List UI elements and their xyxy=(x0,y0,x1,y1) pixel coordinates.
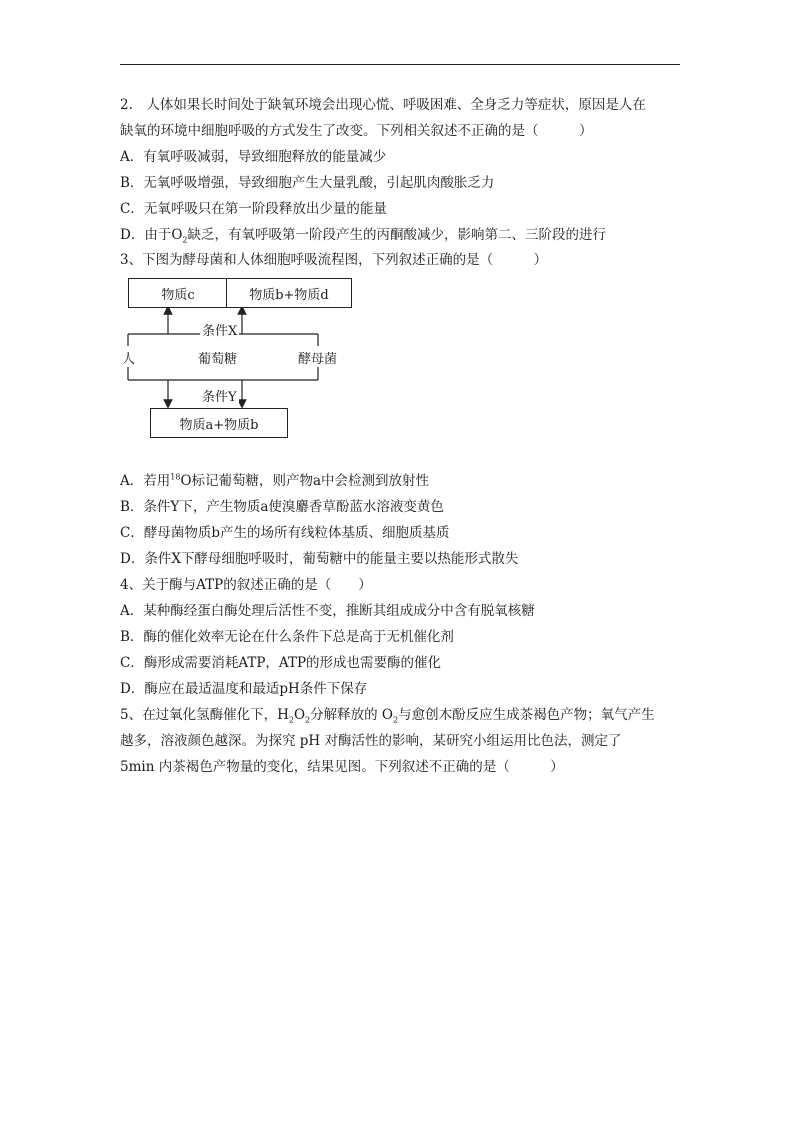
respiration-flow-diagram xyxy=(120,270,440,450)
q2-stem-line1: 2. 人体如果长时间处于缺氧环境会出现心慌、呼吸困难、全身乏力等症状，原因是人在 xyxy=(120,97,646,113)
label-condition-x: 条件X xyxy=(200,320,239,339)
node-yeast: 酵母菌 xyxy=(296,348,339,367)
q4-option-a: A．某种酶经蛋白酶处理后活性不变，推断其组成成分中含有脱氧核糖 xyxy=(120,603,535,619)
q5-stem-line3: 5min 内茶褐色产物量的变化，结果见图。下列叙述不正确的是（ ） xyxy=(120,759,564,775)
box-substance-c: 物质c xyxy=(128,278,228,308)
q2-option-c: C．无氧呼吸只在第一阶段释放出少量的能量 xyxy=(120,201,387,217)
q4-option-d: D．酶应在最适温度和最适pH条件下保存 xyxy=(120,681,368,697)
label-condition-y: 条件Y xyxy=(200,386,239,405)
q4-option-b: B．酶的催化效率无论在什么条件下总是高于无机催化剂 xyxy=(120,629,454,645)
q2-option-b: B．无氧呼吸增强，导致细胞产生大量乳酸，引起肌肉酸胀乏力 xyxy=(120,175,495,191)
q3-option-c: C．酵母菌物质b产生的场所有线粒体基质、细胞质基质 xyxy=(120,525,450,541)
q3-option-a: A．若用$^{18}$O标记葡萄糖，则产物a中会检测到放射性 xyxy=(120,472,430,489)
header-rule xyxy=(120,64,680,65)
q5-stem-line2: 越多，溶液颜色越深。为探究 pH 对酶活性的影响，某研究小组运用比色法，测定了 xyxy=(120,733,622,749)
node-glucose: 葡萄糖 xyxy=(196,348,239,367)
q3-stem: 3、下图为酵母菌和人体细胞呼吸流程图，下列叙述正确的是（ ） xyxy=(120,252,548,268)
q2-option-d: D．由于$O_2$缺乏，有氧呼吸第一阶段产生的丙酮酸减少，影响第二、三阶段的进行 xyxy=(120,227,606,245)
q2-option-a: A．有氧呼吸减弱，导致细胞释放的能量减少 xyxy=(120,149,387,165)
q4-option-c: C．酶形成需要消耗ATP，ATP的形成也需要酶的催化 xyxy=(120,655,442,671)
q4-stem: 4、关于酶与ATP的叙述正确的是（ ） xyxy=(120,577,372,593)
node-human: 人 xyxy=(120,348,137,367)
q3-option-b: B．条件Y下，产生物质a使溴麝香草酚蓝水溶液变黄色 xyxy=(120,499,444,515)
q3-option-d: D．条件X下酵母细胞呼吸时，葡萄糖中的能量主要以热能形式散失 xyxy=(120,551,519,567)
box-substance-b-d: 物质b+物质d xyxy=(226,278,352,308)
q5-stem-line1: 5、在过氧化氢酶催化下，$H_2O_2$分解释放的 $O_2$与愈创木酚反应生成茶褐色产物；氧气产生 xyxy=(120,707,655,725)
q2-stem-line2: 缺氧的环境中细胞呼吸的方式发生了改变。下列相关叙述不正确的是（ ） xyxy=(120,123,593,139)
box-substance-a-b: 物质a+物质b xyxy=(150,408,288,438)
